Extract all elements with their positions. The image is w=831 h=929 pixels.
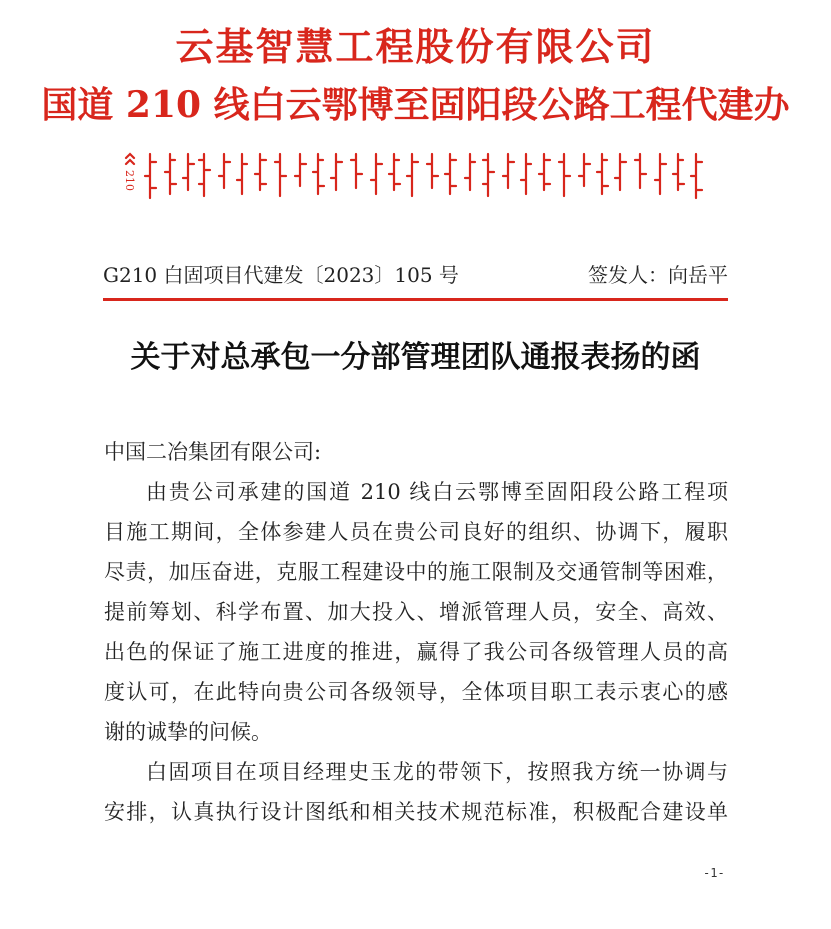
paragraph-line: 安排，认真执行设计图纸和相关技术规范标准，积极配合建设单: [104, 800, 728, 824]
mongolian-script-line: [120, 150, 710, 206]
page-number: -1-: [703, 866, 725, 880]
signer-label: 签发人：向岳平: [588, 263, 728, 287]
letter-body: [104, 432, 728, 832]
paragraph-line: 尽责，加压奋进，克服工程建设中的施工限制及交通管制等困难，: [104, 560, 728, 584]
paragraph-line: 提前筹划、科学布置、加大投入、增派管理人员，安全、高效、: [104, 600, 728, 624]
paragraph-line: 谢的诚挚的问候。: [104, 720, 272, 744]
paragraph-line: 度认可，在此特向贵公司各级领导，全体项目职工表示衷心的感: [104, 680, 728, 704]
document-meta-row: [103, 258, 728, 292]
paragraph-line: 白固项目在项目经理史玉龙的带领下，按照我方统一协调与: [146, 760, 728, 784]
document-title: 关于对总承包一分部管理团队通报表扬的函: [130, 340, 701, 375]
office-name-heading: 国道 210 线白云鄂博至固阳段公路工程代建办: [41, 84, 790, 126]
paragraph-line: 由贵公司承建的国道 210 线白云鄂博至固阳段公路工程项: [146, 480, 728, 504]
org-name-heading: 云基智慧工程股份有限公司: [175, 24, 656, 69]
document-number: G210 白固项目代建发〔2023〕105 号: [103, 263, 459, 287]
salutation: 中国二冶集团有限公司:: [104, 440, 322, 464]
red-divider-line: [103, 298, 728, 301]
paragraph-line: 目施工期间，全体参建人员在贵公司良好的组织、协调下，履职: [104, 520, 728, 544]
paragraph-line: 出色的保证了施工进度的推进，赢得了我公司各级管理人员的高: [104, 640, 728, 664]
svg-text:210: 210: [123, 170, 136, 191]
